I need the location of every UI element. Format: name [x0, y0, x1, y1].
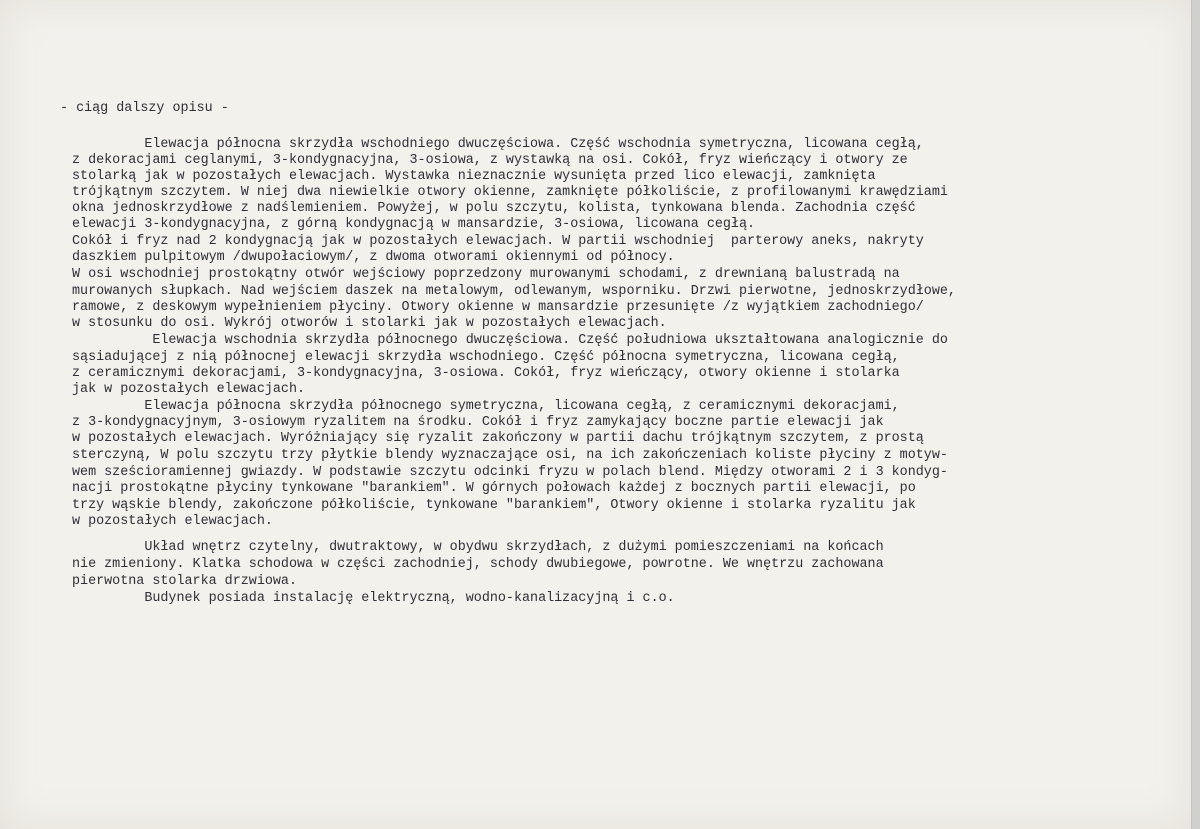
text-line: w pozostałych elewacjach. Wyróżniający się ryzalit zakończony w partii dachu trójkątnym szczytem, z prostą	[72, 431, 924, 446]
text-line: Elewacja północna skrzydła wschodniego dwuczęściowa. Część wschodnia symetryczna, licowana cegłą,	[72, 137, 924, 152]
text-line: murowanych słupkach. Nad wejściem daszek na metalowym, odlewanym, wsporniku. Drzwi pierwotne, jednoskrzydłowe,	[72, 284, 956, 299]
text-line: daszkiem pulpitowym /dwupołaciowym/, z dwoma otworami okiennymi od północy.	[72, 250, 675, 265]
text-line: sąsiadującej z nią północnej elewacji skrzydła wschodniego. Część północna symetryczna, licowana cegłą,	[72, 350, 900, 365]
text-line: z 3-kondygnacyjnym, 3-osiowym ryzalitem na środku. Cokół i fryz zamykający boczne partie elewacji jak	[72, 415, 884, 430]
text-line: Elewacja wschodnia skrzydła północnego dwuczęściowa. Część południowa ukształtowana analogicznie do	[72, 333, 948, 348]
text-line: Układ wnętrz czytelny, dwutraktowy, w obydwu skrzydłach, z dużymi pomieszczeniami na końcach	[72, 540, 884, 555]
text-line: nacji prostokątne płyciny tynkowane "barankiem". W górnych połowach każdej z bocznych partii elewacji, po	[72, 481, 916, 496]
text-line: Cokół i fryz nad 2 kondygnacją jak w pozostałych elewacjach. W partii wschodniej parterowy aneks, nakryty	[72, 234, 924, 249]
text-line: Elewacja północna skrzydła północnego symetryczna, licowana cegłą, z ceramicznymi dekoracjami,	[72, 399, 900, 414]
text-line: sterczyną, W polu szczytu trzy płytkie blendy wyznaczające osi, na ich zakończeniach koliste płyciny z motyw-	[72, 448, 948, 463]
typed-text	[60, 0, 1182, 606]
text-line: trzy wąskie blendy, zakończone półkoliście, tynkowane "barankiem", Otwory okienne i stolarka ryzalitu jak	[72, 498, 916, 513]
text-line: z dekoracjami ceglanymi, 3-kondygnacyjna, 3-osiowa, z wystawką na osi. Cokół, fryz wieńczący i otwory ze	[72, 153, 908, 168]
text-line: w stosunku do osi. Wykrój otworów i stolarki jak w pozostałych elewacjach.	[72, 316, 667, 331]
text-line: elewacji 3-kondygnacyjna, z górną kondygnacją w mansardzie, 3-osiowa, licowana cegłą.	[72, 217, 756, 232]
text-line: trójkątnym szczytem. W niej dwa niewielkie otwory okienne, zamknięte półkoliście, z profilowanymi krawędziami	[72, 185, 948, 200]
text-line: w pozostałych elewacjach.	[72, 514, 273, 529]
text-line: W osi wschodniej prostokątny otwór wejściowy poprzedzony murowanymi schodami, z drewnianą balustradą na	[72, 267, 900, 282]
page-edge	[1191, 0, 1200, 829]
text-line: nie zmieniony. Klatka schodowa w części zachodniej, schody dwubiegowe, powrotne. We wnętrzu zachowana	[72, 557, 884, 572]
text-line: okna jednoskrzydłowe z nadślemieniem. Powyżej, w polu szczytu, kolista, tynkowana blenda. Zachodnia część	[72, 201, 916, 216]
text-line: wem sześcioramiennej gwiazdy. W podstawie szczytu odcinki fryzu w polach blend. Między otworami 2 i 3 kondyg-	[72, 465, 948, 480]
text-line: z ceramicznymi dekoracjami, 3-kondygnacyjna, 3-osiowa. Cokół, fryz wieńczący, otwory okienne i stolarka	[72, 366, 900, 381]
section-heading: - ciąg dalszy opisu -	[60, 101, 229, 116]
text-line: pierwotna stolarka drzwiowa.	[72, 574, 297, 589]
text-line: Budynek posiada instalację elektryczną, wodno-kanalizacyjną i c.o.	[72, 591, 675, 606]
text-line: ramowe, z deskowym wypełnieniem płyciny. Otwory okienne w mansardzie przesunięte /z wyjątkiem zachodniego/	[72, 300, 924, 315]
text-line: jak w pozostałych elewacjach.	[72, 382, 306, 397]
text-line: stolarką jak w pozostałych elewacjach. Wystawka nieznacznie wysunięta przed lico elewacji, zamknięta	[72, 169, 876, 184]
